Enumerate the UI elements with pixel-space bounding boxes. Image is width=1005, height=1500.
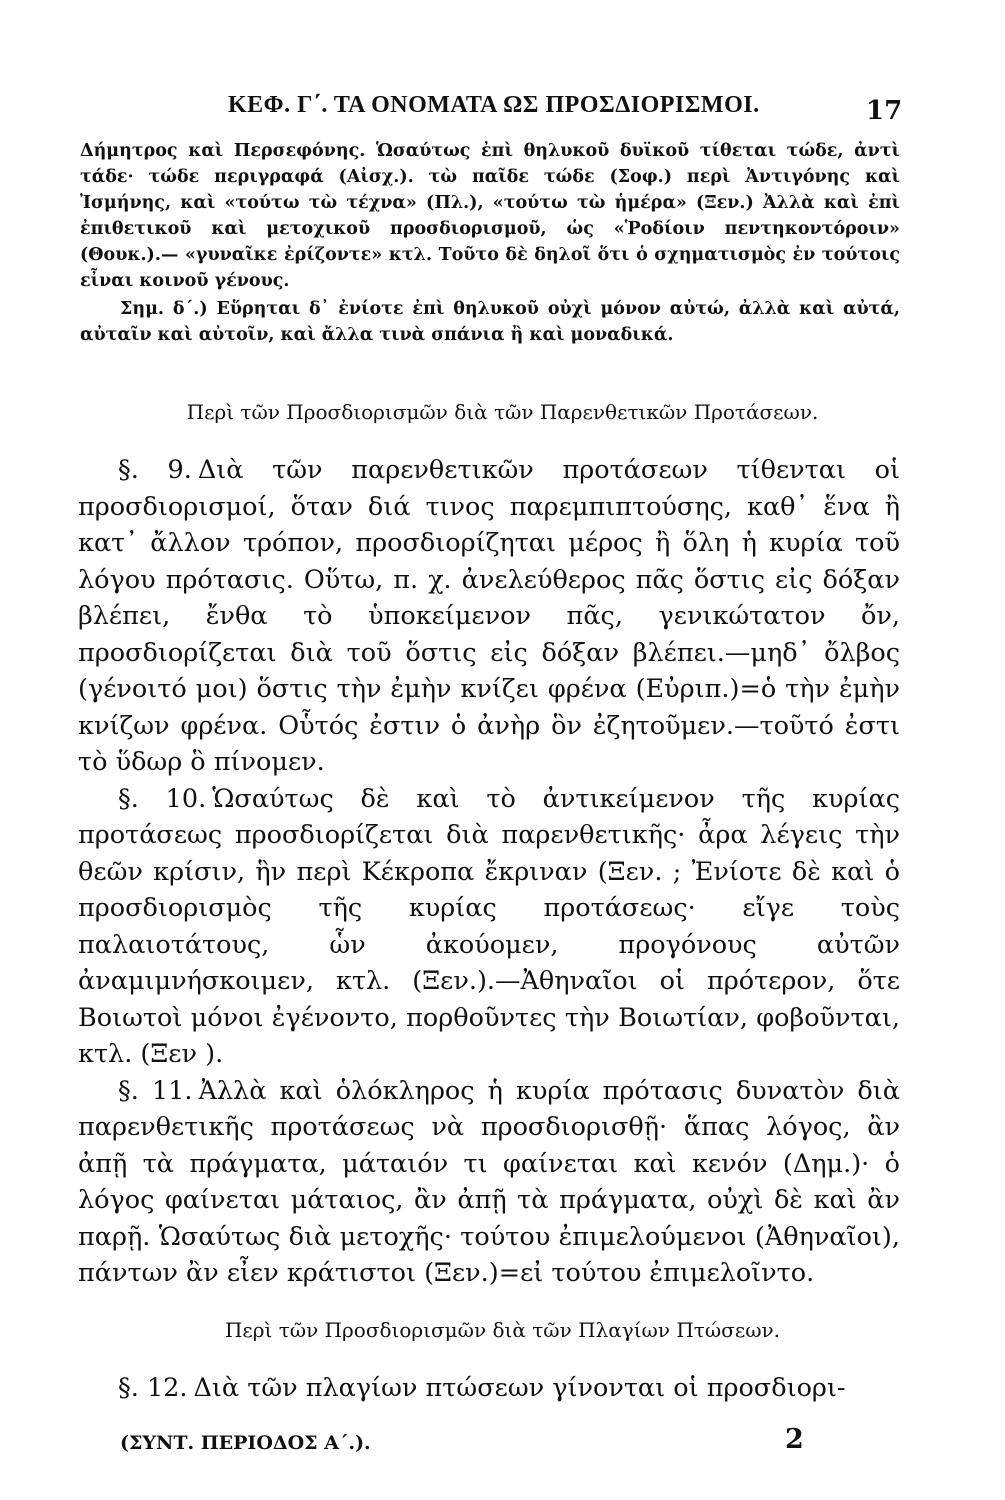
note-paragraph-2: Σημ. δ΄.) Εὕρηται δ᾽ ἐνίοτε ἐπὶ θηλυκοῦ οὐχὶ μόνον αὐτώ, ἀλλὰ καὶ αὐτά, αὐταῖν καὶ αὐτοῖν, καὶ ἄλλα τινὰ σπάνια ἢ καὶ μοναδικά. bbox=[80, 299, 900, 345]
notes-block bbox=[80, 138, 900, 348]
section-number: §. 10. bbox=[118, 783, 207, 814]
section-heading-oblique-cases: Περὶ τῶν Προσδιορισμῶν διὰ τῶν Πλαγίων Πτώσεων. bbox=[224, 1318, 781, 1342]
section-9 bbox=[78, 452, 900, 781]
chapter-title: ΚΕΦ. Γ΄. ΤΑ ΟΝΟΜΑΤΑ ΩΣ ΠΡΟΣΔΙΟΡΙΣΜΟΙ. bbox=[228, 92, 760, 118]
section-12 bbox=[78, 1370, 900, 1407]
section-text: Ὡσαύτως δὲ καὶ τὸ ἀντικείμενον τῆς κυρίας προτάσεως προσδιορίζεται διὰ παρενθετικῆς· ἆρα λέγεις τὴν θεῶν κρίσιν, ἣν περὶ Κέκροπα ἔκριναν (Ξεν. ; Ἐνίοτε δὲ καὶ ὁ προσδιορισμὸς τῆς κυρίας προτάσεως· εἴγε τοὺς παλαιοτάτους, ὧν ἀκούομεν, προγόνους αὐτῶν ἀναμιμνήσκοιμεν, κτλ. (Ξεν.).—Ἀθηναῖοι οἱ πρότερον, ὅτε Βοιωτοὶ μόνοι ἐγένοντο, πορθοῦντες τὴν Βοιωτίαν, φοβοῦνται, κτλ. (Ξεν ). bbox=[78, 783, 900, 1069]
note-paragraph-1: Δήμητρος καὶ Περσεφόνης. Ὡσαύτως ἐπὶ θηλυκοῦ δυϊκοῦ τίθεται τώδε, ἀντὶ τάδε· τώδε περιγραφά (Αἰσχ.). τὼ παῖδε τώδε (Σοφ.) περὶ Ἀντιγόνης καὶ Ἰσμήνης, καὶ «τούτω τὼ τέχνα» (Πλ.), «τούτω τὼ ἡμέρα» (Ξεν.) Ἀλλὰ καὶ ἐπὶ ἐπιθετικοῦ καὶ μετοχικοῦ προσδιορισμοῦ, ὡς «Ῥοδίοιν πεντηκοντόροιν» (Θουκ.).— «γυναῖκε ἐρίζοντε» κτλ. Τοῦτο δὲ δηλοῖ ὅτι ὁ σχηματισμὸς ἐν τούτοις εἶναι κοινοῦ γένους. bbox=[80, 141, 900, 291]
section-12-block bbox=[78, 1370, 900, 1407]
section-heading-parenthetical: Περὶ τῶν Προσδιορισμῶν διὰ τῶν Παρενθετικῶν Προτάσεων. bbox=[186, 400, 819, 424]
section-number: §. 12. bbox=[118, 1373, 188, 1403]
sheet-number: 2 bbox=[785, 1424, 804, 1455]
page-number: 17 bbox=[866, 96, 903, 126]
section-number: §. 9. bbox=[118, 455, 192, 485]
section-text: Ἀλλὰ καὶ ὁλόκληρος ἡ κυρία πρότασις δυνατὸν διὰ παρενθετικῆς προτάσεως νὰ προσδιορισθῇ· ἅπας λόγος, ἂν ἀπῇ τὰ πράγματα, μάταιόν τι φαίνεται καὶ κενόν (Δημ.)· ὁ λόγος φαίνεται μάταιος, ἂν ἀπῇ τὰ πράγματα, οὐχὶ δὲ καὶ ἂν παρῇ. Ὡσαύτως διὰ μετοχῆς· τούτου ἐπιμελούμενοι (Ἀθηναῖοι), πάντων ἂν εἶεν κράτιστοι (Ξεν.)=εἰ τούτου ἐπιμελοῖντο. bbox=[78, 1075, 900, 1288]
section-11 bbox=[78, 1073, 900, 1292]
section-number: §. 11. bbox=[118, 1075, 193, 1106]
running-head bbox=[0, 92, 1005, 132]
section-text: Διὰ τῶν πλαγίων πτώσεων γίνονται οἱ προσδιορι- bbox=[193, 1373, 846, 1403]
printer-signature: (ΣΥΝΤ. ΠΕΡΙΟΔΟΣ Α΄.). bbox=[120, 1432, 371, 1454]
main-text bbox=[78, 452, 900, 1292]
section-text: Διὰ τῶν παρενθετικῶν προτάσεων τίθενται οἱ προσδιορισμοί, ὅταν διά τινος παρεμπιπτούσης, καθ᾽ ἕνα ἢ κατ᾽ ἄλλον τρόπον, προσδιορίζηται μέρος ἢ ὅλη ἡ κυρία τοῦ λόγου πρότασις. Οὕτω, π. χ. ἀνελεύθερος πᾶς ὅστις εἰς δόξαν βλέπει, ἔνθα τὸ ὑποκείμενον πᾶς, γενικώτατον ὄν, προσδιορίζεται διὰ τοῦ ὅστις εἰς δόξαν βλέπει.—μηδ᾽ ὄλβος (γένοιτό μοι) ὅστις τὴν ἐμὴν κνίζει φρένα (Εὐριπ.)=ὁ τὴν ἐμὴν κνίζων φρένα. Οὗτός ἐστιν ὁ ἀνὴρ ὃν ἐζητοῦμεν.—τοῦτό ἐστι τὸ ὕδωρ ὃ πίνομεν. bbox=[78, 455, 900, 777]
section-10 bbox=[78, 781, 900, 1073]
